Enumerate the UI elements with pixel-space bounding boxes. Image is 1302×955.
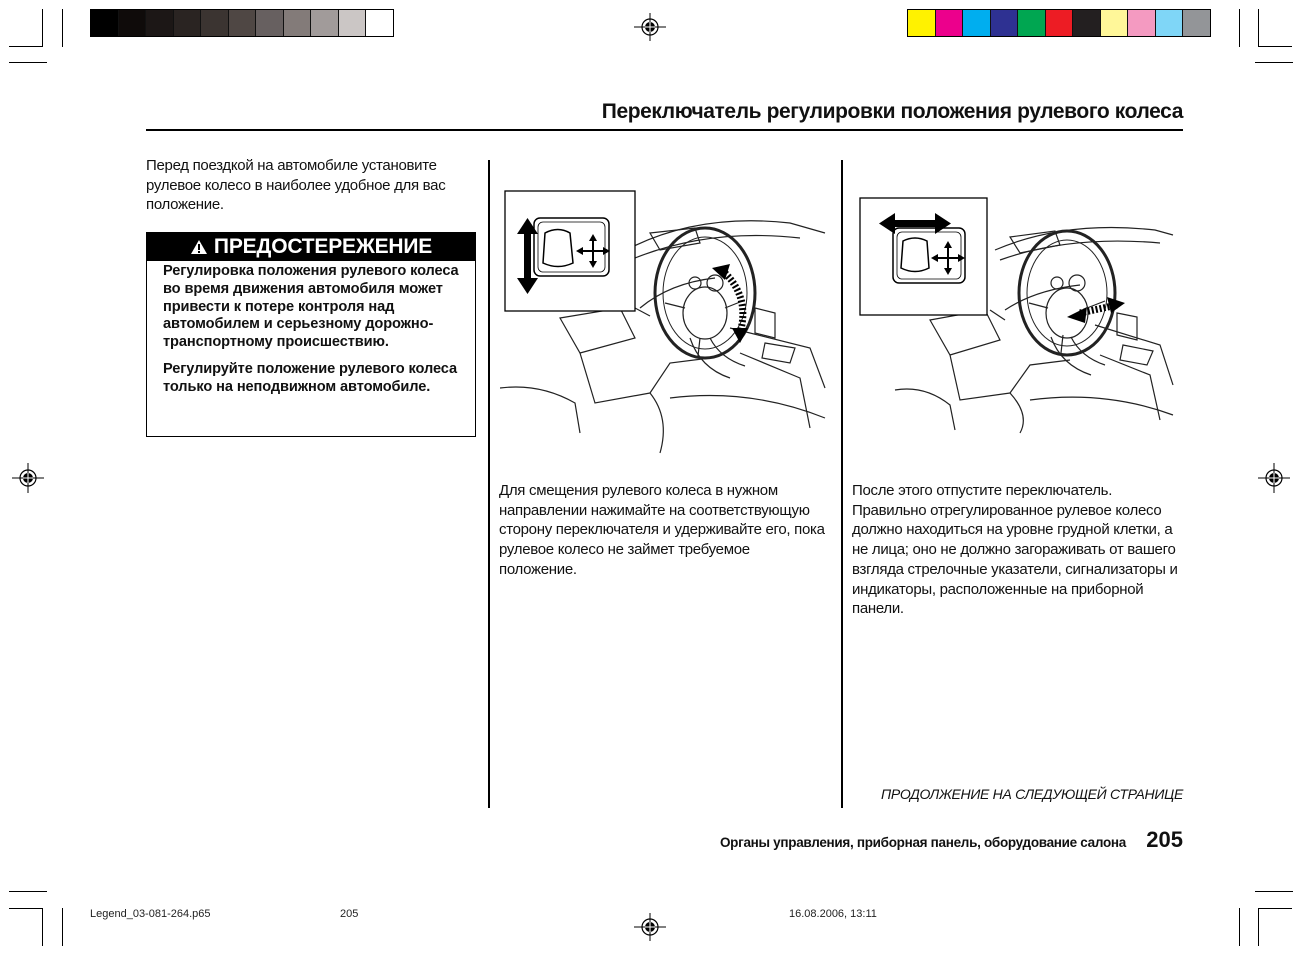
calibration-swatch <box>284 10 312 36</box>
steering-telescope-illustration <box>855 195 1175 435</box>
warning-label: ПРЕДОСТЕРЕЖЕНИЕ <box>213 235 433 258</box>
crop-mark <box>1258 908 1259 946</box>
calibration-swatch <box>1073 10 1101 36</box>
warning-header <box>147 233 475 261</box>
crop-mark <box>42 9 43 47</box>
continued-notice: ПРОДОЛЖЕНИЕ НА СЛЕДУЮЩЕЙ СТРАНИЦЕ <box>880 786 1183 802</box>
crop-mark <box>1258 908 1292 909</box>
calibration-swatch <box>229 10 257 36</box>
steering-tilt-illustration <box>500 188 830 458</box>
calibration-swatch <box>1101 10 1129 36</box>
warning-triangle-icon <box>190 239 208 255</box>
column-divider <box>488 160 490 808</box>
calibration-swatch <box>311 10 339 36</box>
crop-mark <box>62 908 63 946</box>
crop-mark <box>9 891 47 892</box>
crop-mark <box>62 9 63 47</box>
crop-mark <box>9 46 43 47</box>
warning-paragraph: Регулировка положения рулевого колеса во время движения автомобиля может привести к потере контроля над автомобилем и серьезному дорожно-транспортному происшествию. <box>163 263 459 351</box>
print-page-number: 205 <box>340 908 359 920</box>
calibration-swatch <box>146 10 174 36</box>
crop-mark <box>9 908 43 909</box>
registration-mark-icon <box>1258 463 1290 493</box>
crop-mark <box>1258 9 1259 47</box>
registration-mark-icon <box>12 463 44 493</box>
calibration-swatch <box>201 10 229 36</box>
registration-mark-icon <box>634 13 666 41</box>
section-footer-label: Органы управления, приборная панель, оборудование салона <box>719 835 1126 850</box>
crop-mark <box>1239 908 1240 946</box>
calibration-swatch <box>1128 10 1156 36</box>
calibration-swatch <box>366 10 393 36</box>
title-underline <box>146 129 1183 131</box>
grayscale-calibration-bar <box>90 9 394 37</box>
warning-paragraph: Регулируйте положение рулевого колеса только на неподвижном автомобиле. <box>163 360 458 395</box>
print-datetime: 16.08.2006, 13:11 <box>789 908 877 920</box>
calibration-swatch <box>339 10 367 36</box>
calibration-swatch <box>119 10 147 36</box>
color-calibration-bar <box>907 9 1211 37</box>
calibration-swatch <box>174 10 202 36</box>
crop-mark <box>1255 62 1293 63</box>
instruction-paragraph: После этого отпустите переключатель. Правильно отрегулированное рулевое колесо должно находиться на уровне грудной клетки, а не лица; оно не должно загораживать от вашего взгляда стрелочные указатели, сигнализаторы и индикаторы, расположенные на приборной панели. <box>852 482 1178 618</box>
registration-mark-icon <box>634 913 666 941</box>
calibration-swatch <box>1046 10 1074 36</box>
page-title: Переключатель регулировки положения рулевого колеса <box>601 100 1183 123</box>
calibration-swatch <box>91 10 119 36</box>
calibration-swatch <box>256 10 284 36</box>
page-number: 205 <box>1146 827 1183 852</box>
calibration-swatch <box>908 10 936 36</box>
calibration-swatch <box>936 10 964 36</box>
calibration-swatch <box>1018 10 1046 36</box>
print-file-name: Legend_03-081-264.p65 <box>90 908 211 920</box>
intro-paragraph: Перед поездкой на автомобиле установите рулевое колесо в наиболее удобное для вас положение. <box>146 157 446 214</box>
crop-mark <box>42 908 43 946</box>
calibration-swatch <box>1156 10 1184 36</box>
crop-mark <box>1255 891 1293 892</box>
instruction-paragraph: Для смещения рулевого колеса в нужном направлении нажимайте на соответствующую сторону переключателя и удерживайте его, пока рулевое колесо не займет требуемое положение. <box>499 482 825 578</box>
warning-box <box>146 232 476 437</box>
crop-mark <box>1258 46 1292 47</box>
crop-mark <box>1239 9 1240 47</box>
calibration-swatch <box>1183 10 1210 36</box>
calibration-swatch <box>991 10 1019 36</box>
column-divider <box>841 160 843 808</box>
calibration-swatch <box>963 10 991 36</box>
crop-mark <box>9 62 47 63</box>
